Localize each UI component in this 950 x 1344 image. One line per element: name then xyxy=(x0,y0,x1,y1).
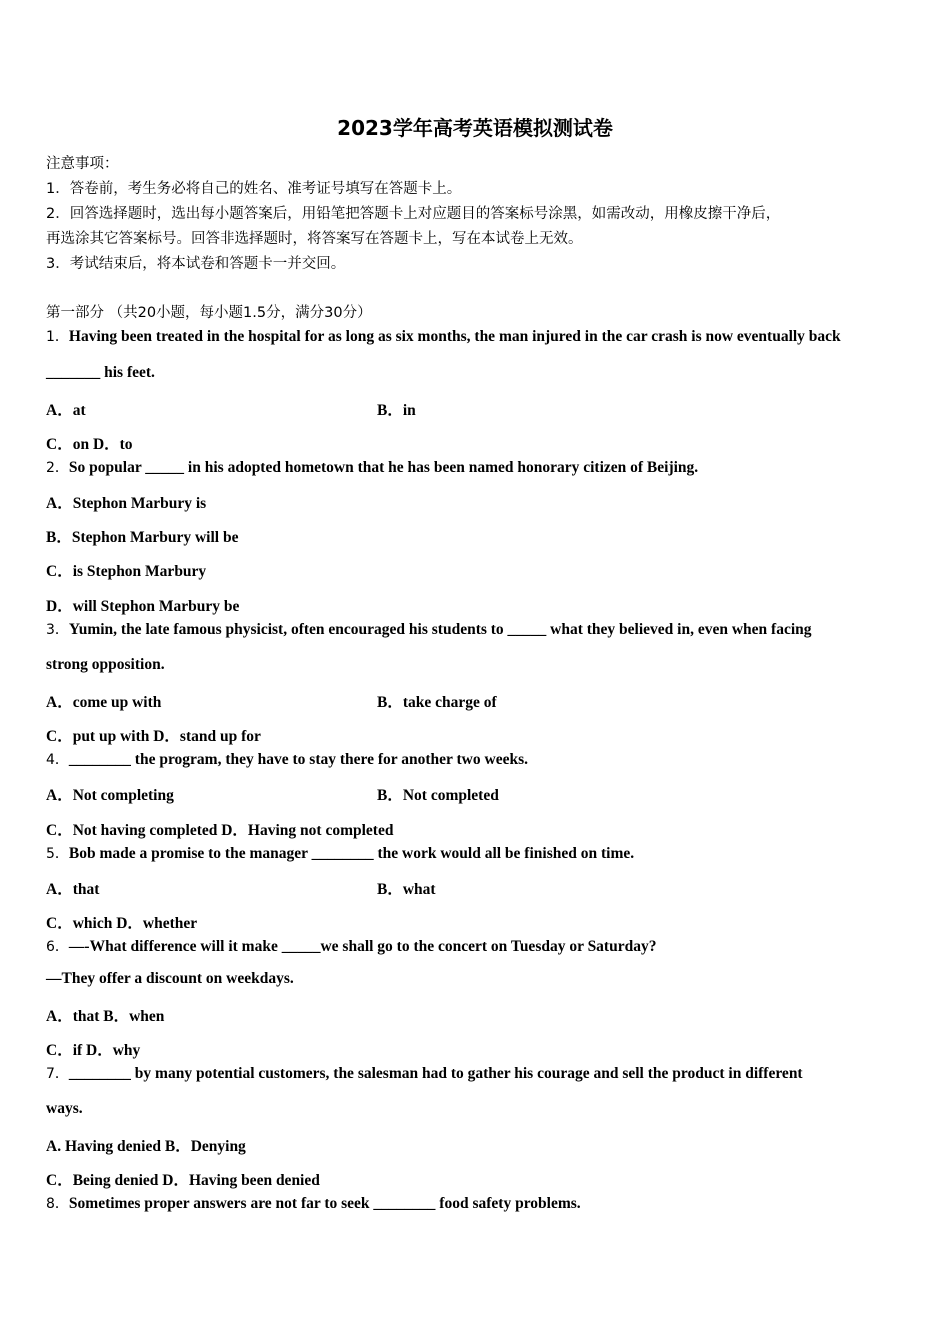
option-b: B．in xyxy=(377,402,416,419)
option-b: B．Not completed xyxy=(377,787,499,804)
option-a: A．Not completing xyxy=(46,787,174,804)
option-a: A．Stephon Marbury is xyxy=(46,495,207,512)
question-6-reply: —They offer a discount on weekdays. xyxy=(46,970,294,987)
question-3 xyxy=(46,619,812,639)
option-a: A．at xyxy=(46,402,86,419)
notice-line-2: 2．回答选择题时，选出每小题答案后，用铅笔把答题卡上对应题目的答案标号涂黑，如需改动，用橡皮擦干净后， xyxy=(46,206,781,222)
option-a: A．that xyxy=(46,881,100,898)
question-7-continued: ways. xyxy=(46,1100,83,1117)
question-text: ________ by many potential customers, the salesman had to gather his courage and sell the product in different xyxy=(68,1065,803,1082)
option-c-d: C．Being denied D．Having been denied xyxy=(46,1172,320,1189)
page-title: 2023学年高考英语模拟测试卷 xyxy=(337,116,613,140)
question-text: So popular _____ in his adopted hometown that he has been named honorary citizen of Beijing. xyxy=(68,459,699,476)
question-text: —-What difference will it make _____we shall go to the concert on Tuesday or Saturday? xyxy=(68,938,657,955)
question-number: 5． xyxy=(46,846,69,862)
question-text: Having been treated in the hospital for as long as six months, the man injured in the car crash is now eventually back xyxy=(68,328,841,345)
question-number: 7． xyxy=(46,1066,69,1082)
option-c-d: C．on D．to xyxy=(46,436,133,453)
option-a-b: A．that B．when xyxy=(46,1008,165,1025)
option-c: C．is Stephon Marbury xyxy=(46,563,207,580)
question-number: 4． xyxy=(46,752,69,768)
notice-line-1: 1．答卷前，考生务必将自己的姓名、准考证号填写在答题卡上。 xyxy=(46,181,462,197)
option-c-d: C．put up with D．stand up for xyxy=(46,728,261,745)
question-1-continued: _______ his feet. xyxy=(46,364,155,381)
notice-line-3: 再选涂其它答案标号。回答非选择题时，将答案写在答题卡上，写在本试卷上无效。 xyxy=(46,231,583,247)
notice-line-4: 3．考试结束后，将本试卷和答题卡一并交回。 xyxy=(46,256,346,272)
question-number: 6． xyxy=(46,939,69,955)
option-c-d: C．Not having completed D．Having not completed xyxy=(46,822,394,839)
section-heading: 第一部分 （共20小题，每小题1.5分，满分30分） xyxy=(46,305,372,321)
question-number: 2． xyxy=(46,460,69,476)
option-b: B．what xyxy=(377,881,436,898)
question-3-continued: strong opposition. xyxy=(46,656,165,673)
question-4 xyxy=(46,749,528,769)
notice-heading: 注意事项： xyxy=(46,156,119,172)
question-5 xyxy=(46,843,634,863)
question-number: 3． xyxy=(46,622,69,638)
option-d: D．will Stephon Marbury be xyxy=(46,598,240,615)
option-c-d: C．if D．why xyxy=(46,1042,141,1059)
question-text: Bob made a promise to the manager ________ the work would all be finished on time. xyxy=(68,845,635,862)
question-1 xyxy=(46,326,841,346)
option-a: A．come up with xyxy=(46,694,162,711)
option-c-d: C．which D．whether xyxy=(46,915,198,932)
question-text: Sometimes proper answers are not far to seek ________ food safety problems. xyxy=(68,1195,581,1212)
option-b: B．Stephon Marbury will be xyxy=(46,529,239,546)
question-number: 8． xyxy=(46,1196,69,1212)
question-6 xyxy=(46,936,656,956)
question-8 xyxy=(46,1193,581,1213)
option-b: B．take charge of xyxy=(377,694,497,711)
question-text: ________ the program, they have to stay there for another two weeks. xyxy=(68,751,528,768)
question-7 xyxy=(46,1063,803,1083)
question-number: 1． xyxy=(46,329,69,345)
option-a-b: A. Having denied B．Denying xyxy=(46,1138,246,1155)
question-text: Yumin, the late famous physicist, often encouraged his students to _____ what they believed in, even when facing xyxy=(68,621,812,638)
question-2 xyxy=(46,457,698,477)
